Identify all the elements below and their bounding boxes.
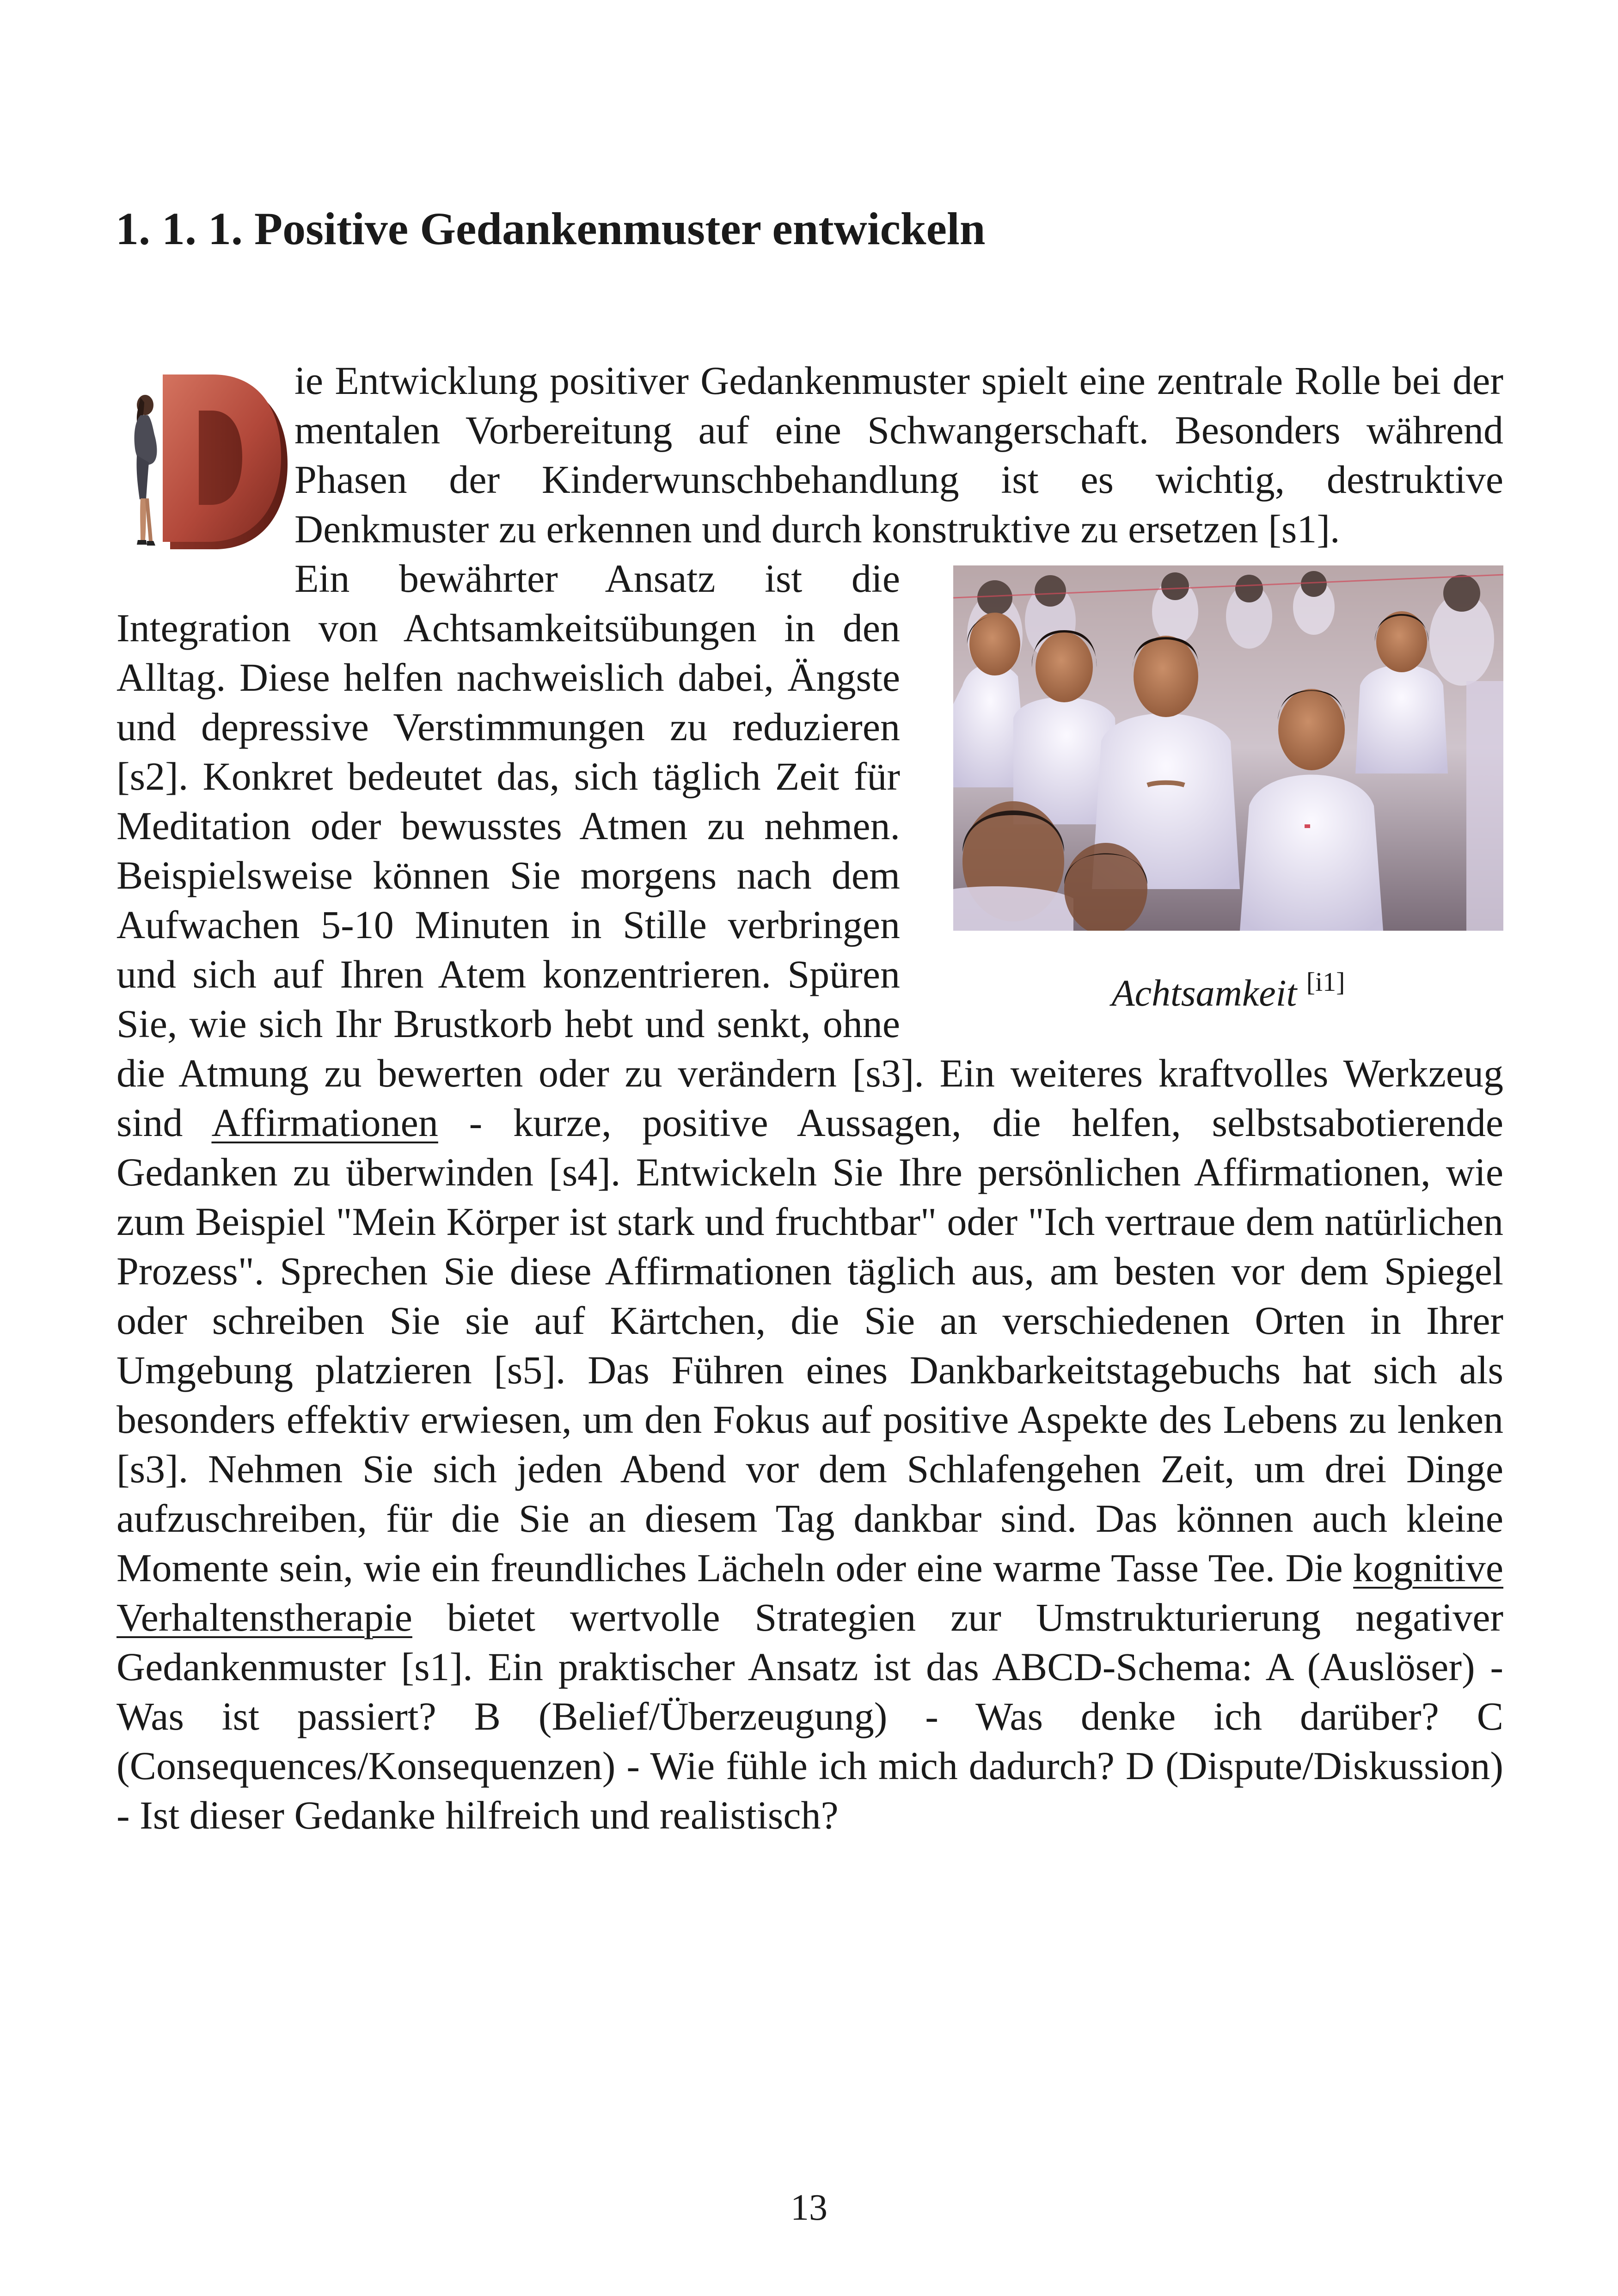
body-text bbox=[116, 356, 1503, 1840]
dropcap-letter-graphic bbox=[116, 361, 288, 557]
link-kognitive-verhaltenstherapie[interactable]: kognitive Verhaltenstherapie bbox=[116, 1546, 1503, 1639]
paragraph-main-part2: - kurze, positive Aussagen, die helfen, selbstsabotierende Gedanken zu überwinden [s4]. Entwickeln Sie Ihre persönlichen Affirmationen, wie zum Beispiel "Mein Körper ist stark und fruchtbar" oder "Ich vertraue dem natürlichen Prozess". Sprechen Sie diese Affirmationen täglich aus, am besten vor dem Spiegel oder schreiben Sie sie auf Kärtchen, die Sie an verschiedenen Orten in Ihrer Umgebung platzieren [s5]. Das Führen eines Dankbarkeitstagebuchs hat sich als besonders effektiv erwiesen, um den Fokus auf positive Aspekte des Lebens zu lenken [s3]. Nehmen Sie sich jeden Abend vor dem Schlafengehen Zeit, um drei Dinge aufzuschreiben, für die Sie an diesem Tag dankbar sind. Das können auch kleine Momente sein, wie ein freundliches Lächeln oder eine warme Tasse Tee. Die bbox=[116, 1100, 1503, 1590]
meditation-photo bbox=[953, 565, 1503, 931]
figure-reference: [i1] bbox=[1306, 967, 1345, 997]
dropcap-illustration bbox=[116, 361, 288, 557]
figure-caption bbox=[953, 967, 1503, 1016]
paragraph-main-part1: Ein bewährter Ansatz ist die Integration von Achtsamkeitsübungen in den Alltag. Diese helfen nachweislich dabei, Ängste und depressive Verstimmungen zu reduzieren [s2]. Konkret bedeutet das, sich täglich Zeit für Meditation oder bewusstes Atmen zu nehmen. Beispielsweise können Sie morgens nach dem Aufwachen 5-10 Minuten in Stille verbringen und sich auf Ihren Atem konzentrieren. Spüren Sie, wie sich Ihr Brustkorb hebt und senkt, ohne die Atmung zu bewerten oder zu verändern [s3]. Ein weiteres kraftvolles Werkzeug sind bbox=[116, 556, 1503, 1145]
link-affirmationen[interactable]: Affirmationen bbox=[211, 1100, 438, 1145]
page-number: 13 bbox=[791, 2187, 827, 2228]
figure-caption-text: Achtsamkeit bbox=[1111, 972, 1297, 1014]
paragraph-main-part3: bietet wertvolle Strategien zur Umstrukturierung negativer Gedankenmuster [s1]. Ein praktischer Ansatz ist das ABCD-Schema: A (Auslöser) - Was ist passiert? B (Belief/Überzeugung) - Was denke ich darüber? C (Consequences/Konsequenzen) - Wie fühle ich mich dadurch? D (Dispute/Diskussion) - Ist dieser Gedanke hilfreich und realistisch? bbox=[116, 1595, 1503, 1837]
woman-figure bbox=[135, 395, 157, 546]
figure-meditation bbox=[953, 554, 1503, 1016]
section-heading: 1. 1. 1. Positive Gedankenmuster entwickeln bbox=[116, 203, 986, 254]
paragraph-intro: ie Entwicklung positiver Gedankenmuster spielt eine zentrale Rolle bei der mentalen Vorbereitung auf eine Schwangerschaft. Besonders während Phasen der Kinderwunschbehandlung ist es wichtig, destruktive Denkmuster zu erkennen und durch konstruktive zu ersetzen [s1]. bbox=[294, 358, 1503, 551]
